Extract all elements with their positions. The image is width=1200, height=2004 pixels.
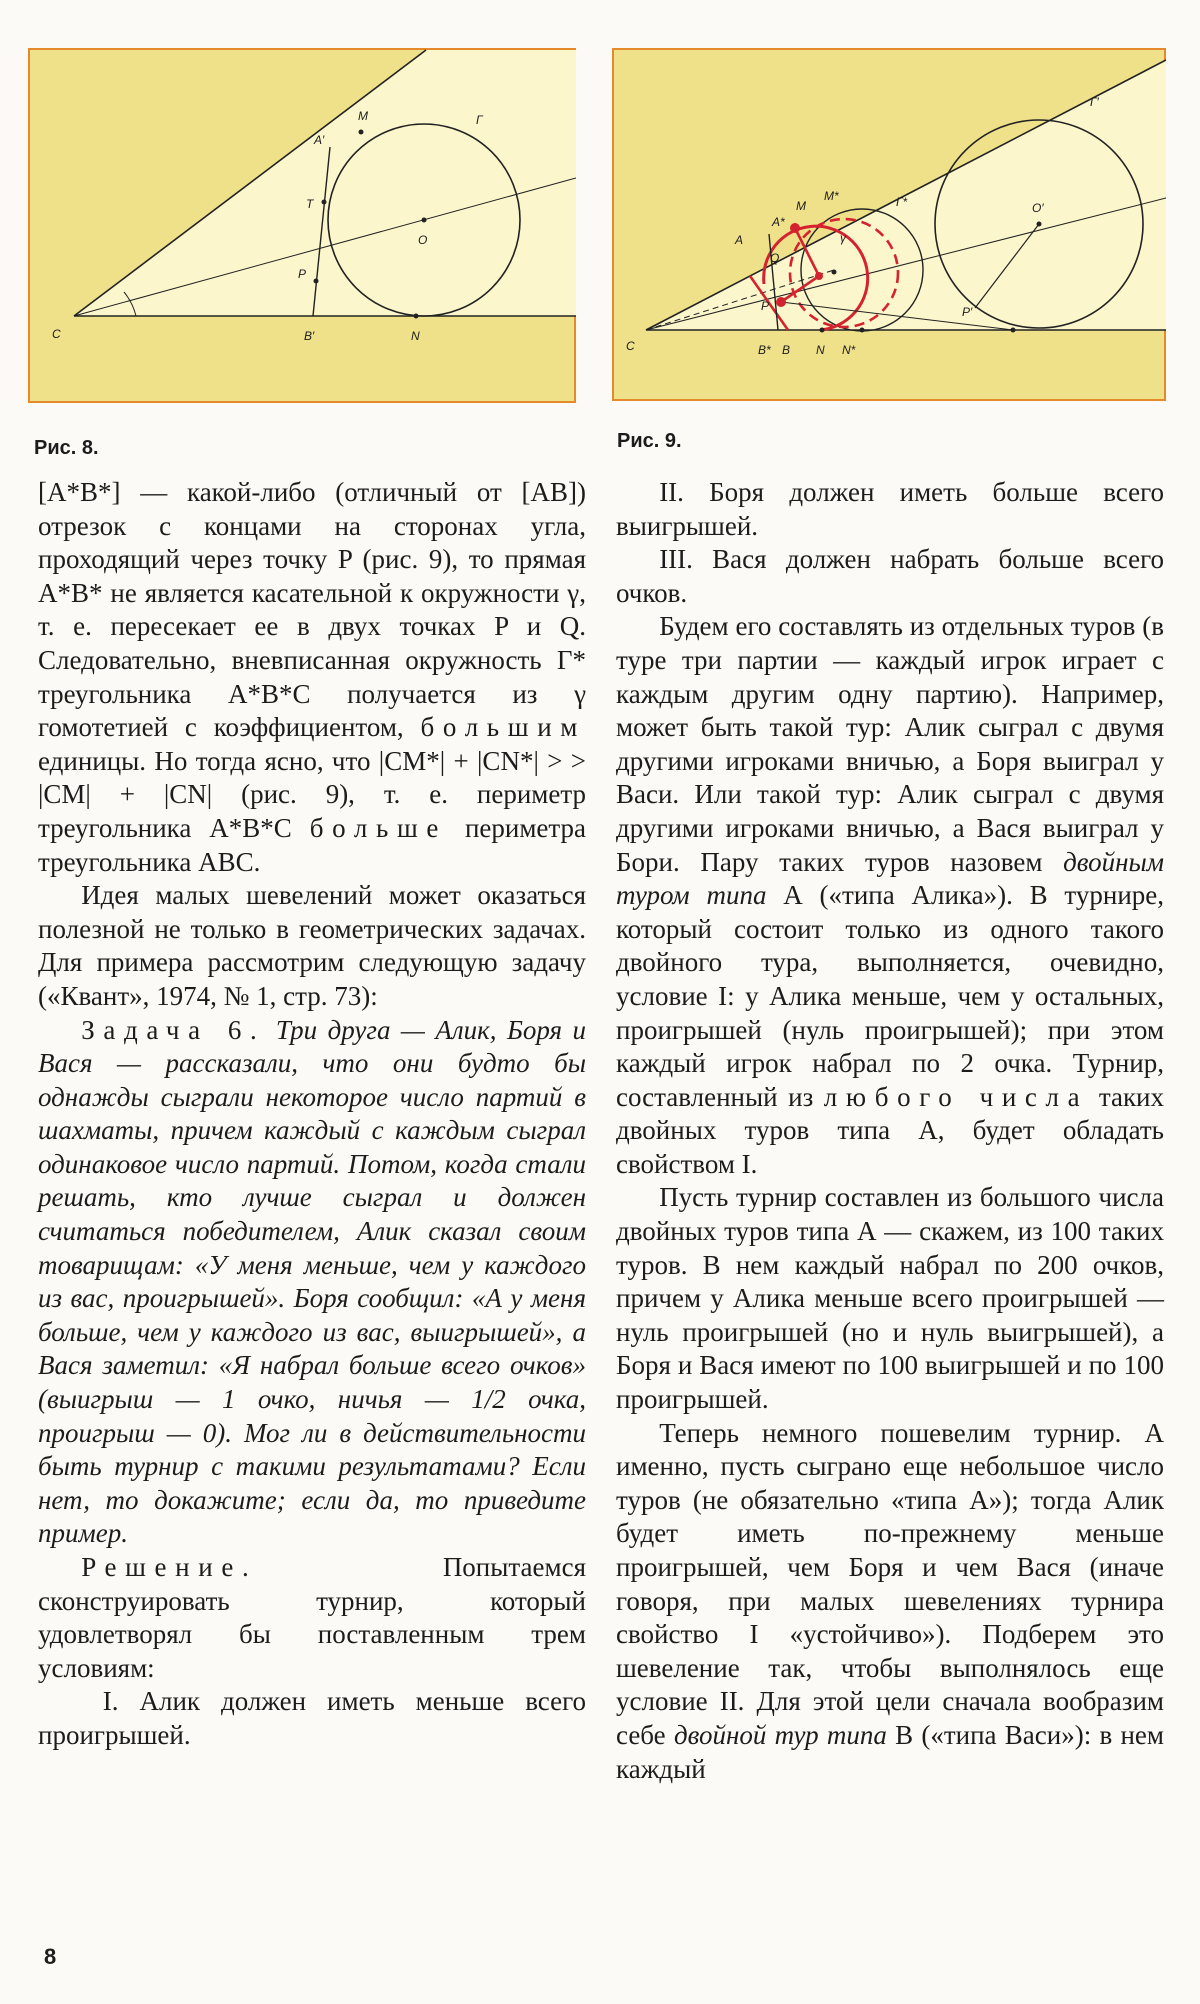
fig8-label-Gamma: Г — [476, 113, 483, 127]
solution-heading: Решение. — [81, 1552, 258, 1582]
fig8-label-O: O — [418, 233, 428, 247]
paragraph-continuation — [38, 476, 586, 879]
paragraph-perturb — [616, 1417, 1164, 1787]
condition-3: III. Вася должен набрать больше всего очков. — [616, 544, 1164, 608]
tours-text-part-3: таких двойных туров типа А, будет обладать свойством I. — [616, 1081, 1165, 1179]
fig8-label-A-prime: A′ — [314, 133, 325, 147]
fig9-label-A: A — [735, 233, 744, 247]
fig8-label-T: T — [306, 197, 314, 211]
solution-text: Попытаемся сконструировать турнир, который удовлетворял бы поставленным трем условиям: — [38, 1552, 586, 1683]
fig9-point-N-star — [860, 328, 865, 333]
fig9-label-P-prime: P′ — [962, 305, 973, 319]
figure-9 — [612, 48, 1166, 401]
fig9-label-Q: Q — [770, 251, 780, 265]
continuation-text-part-1: [A*B*] — какой-либо (отличный от [AB]) отрезок с концами на сторонах угла, проходящий через точку P (рис. 9), то прямая A*B* не является касательной к окружности γ, т. е. пересекает ее в двух точках P и Q. Следовательно, вневписанная окружность Г* треугольника A*B*C получается из γ гомотетией с коэффициентом, — [38, 477, 586, 743]
paragraph-small-perturbations: Идея малых шевелений может оказаться полезной не только в геометрических задачах. Для примера рассмотрим следующую задачу («Квант», 1974, № 1, стр. 73): — [38, 880, 586, 1011]
fig8-point-T — [322, 200, 327, 205]
fig9-label-P: P — [761, 299, 770, 313]
fig8-point-P — [314, 279, 319, 284]
fig8-label-P: P — [298, 267, 307, 281]
spaced-word-bigger: большим — [420, 712, 587, 743]
condition-2: II. Боря должен иметь больше всего выигрышей. — [616, 477, 1164, 541]
paragraph-tours — [616, 610, 1164, 1181]
fig8-point-M — [359, 130, 364, 135]
left-column — [38, 476, 586, 1753]
fig9-label-B-star: B* — [758, 343, 771, 357]
condition-1: I. Алик должен иметь меньше всего проигрышей. — [38, 1686, 586, 1750]
tours-text-part-1: Будем его составлять из отдельных туров (в туре три партии — каждый игрок играет с каждым другим одну партию). Например, может быть такой тур: Алик сыграл с двумя другими игроками вничью, а Боря выиграл у Васи. Или такой тур: Алик сыграл с двумя другими игроками вничью, а Вася выиграл у Бори. Пару таких туров назовем — [616, 611, 1164, 877]
paragraph-solution — [38, 1551, 586, 1685]
fig8-label-B-prime: B′ — [304, 329, 315, 343]
paragraph-problem-6 — [38, 1014, 586, 1552]
continuation-text-part-3: периметра треугольника ABC. — [38, 812, 587, 877]
fig8-point-O — [422, 218, 427, 223]
fig9-label-N: N — [816, 343, 825, 357]
continuation-text-part-2: единицы. Но тогда ясно, что |CM*| + |CN*| > > |CM| + |CN| (рис. 9), т. е. периметр треугольника A*B*C — [38, 745, 586, 843]
fig9-label-C: C — [626, 339, 635, 353]
fig9-label-Gamma-prime: Г′ — [1090, 95, 1099, 109]
spaced-word-greater: больше — [309, 812, 448, 843]
fig9-label-M: M — [796, 199, 806, 213]
fig9-label-gamma: γ — [840, 231, 846, 245]
figure-9-diagram — [612, 48, 1166, 401]
tours-text-part-2: А («типа Алика»). В турнире, который состоит только из одного такого двойного тура, выполняется, очевидно, условие I: у Алика меньше, чем у остальных, проигрышей (нуль проигрышей); при этом каждый игрок набрал по 2 очка. Турнир, составленный из — [616, 880, 1165, 1112]
fig9-label-O-prime: O′ — [1032, 201, 1044, 215]
fig9-point-O-prime — [1037, 222, 1042, 227]
fig9-label-B: B — [782, 343, 791, 357]
italic-double-tour-A: двойным туром типа — [616, 846, 1164, 911]
problem-statement: Три друга — Алик, Боря и Вася — рассказали, что они будто бы однажды сыграли некоторое число партий в шахматы, причем каждый с каждым сыграл одинаковое число партий. Потом, когда стали решать, кто лучше сыграл и должен считаться победителем, Алик сказал своим товарищам: «У меня меньше, чем у каждого из вас, проигрышей». Боря сообщил: «А у меня больше, чем у каждого из вас, выигрышей», а Вася заметил: «Я набрал больше всего очков» (выигрыш — 1 очко, ничья — 1/2 очка, проигрыш — 0). Мог ли в действительности быть турнир с такими результатами? Если нет, то докажите; если да, то приведите пример. — [38, 1014, 587, 1549]
fig8-point-N — [414, 314, 419, 319]
fig9-point-P — [776, 297, 786, 307]
figure-8 — [28, 48, 576, 403]
fig8-label-M: M — [358, 109, 368, 123]
fig9-label-M-star: M* — [824, 189, 839, 203]
right-column — [616, 476, 1164, 1786]
fig9-point-center-gamma-star — [832, 270, 837, 275]
paragraph-100-tours: Пусть турнир составлен из большого числа двойных туров типа А — скажем, из 100 таких туров. В нем каждый набрал по 200 очков, причем у Алика меньше всего проигрышей — нуль проигрышей (но и нуль выигрышей), а Боря и Вася имеют по 100 выигрышей и по 100 проигрышей. — [616, 1182, 1164, 1415]
figure-9-caption: Рис. 9. — [617, 430, 682, 452]
page-number: 8 — [44, 1944, 57, 1969]
problem-heading: Задача 6. — [81, 1014, 266, 1045]
fig9-label-N-star: N* — [842, 343, 856, 357]
fig8-label-C: C — [52, 327, 61, 341]
perturb-text: Теперь немного пошевелим турнир. А именно, пусть сыграно еще небольшое число туров (не обязательно «типа А»); тогда Алик будет иметь по-прежнему меньше проигрышей, чем Боря и чем Вася (иначе говоря, при малых шевелениях турнира свойство I «устойчиво»). Подберем это шевеление так, чтобы выполнялось еще условие II. Для этой цели сначала вообразим себе — [616, 1417, 1164, 1750]
fig9-point-M — [790, 223, 800, 233]
fig9-point-N-prime — [1011, 328, 1016, 333]
fig9-label-Gamma-star: Г* — [896, 195, 908, 209]
spaced-any-number: любого числа — [823, 1081, 1089, 1112]
fig9-point-N — [820, 328, 825, 333]
italic-double-tour-B: двойной тур типа — [673, 1719, 887, 1750]
figure-8-diagram — [28, 48, 576, 403]
perturb-text-end: В («типа Васи»): в нем каждый — [616, 1719, 1165, 1784]
fig8-label-N: N — [411, 329, 420, 343]
fig9-label-A-star: A* — [772, 215, 785, 229]
figure-8-caption: Рис. 8. — [34, 437, 99, 459]
